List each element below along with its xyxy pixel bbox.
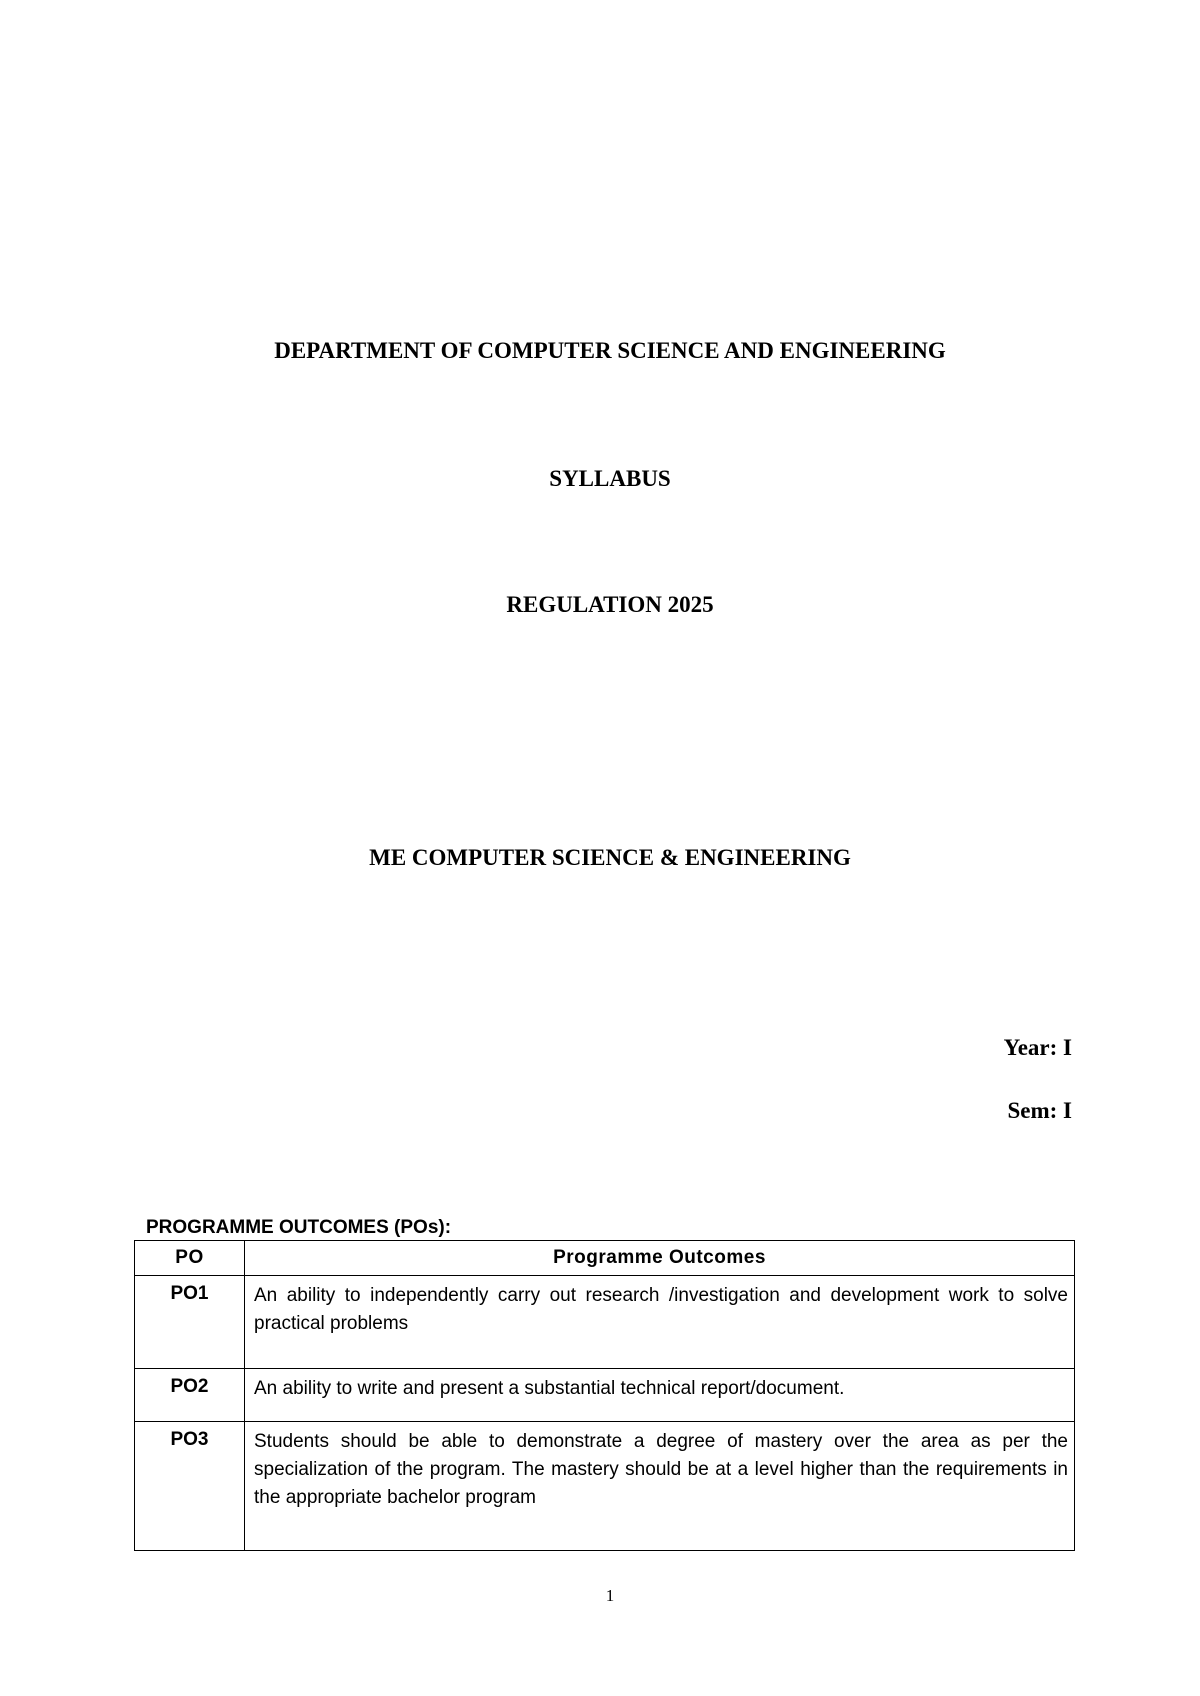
- po-description-cell: Students should be able to demonstrate a degree of mastery over the area as per the specialization of the program. The mastery should be at a level higher than the requirements in the appropriate bachelor program: [245, 1422, 1075, 1551]
- semester-label: Sem: I: [1007, 1098, 1072, 1123]
- column-header-outcomes: Programme Outcomes: [245, 1241, 1075, 1276]
- table-header-row: [135, 1241, 1075, 1276]
- syllabus-title: SYLLABUS: [549, 466, 671, 491]
- year-label: Year: I: [1003, 1035, 1072, 1060]
- column-header-po: PO: [135, 1241, 245, 1276]
- page-number: 1: [605, 1586, 615, 1605]
- programme-outcomes-heading: PROGRAMME OUTCOMES (POs):: [146, 1217, 452, 1238]
- table-row: [135, 1369, 1075, 1422]
- po-description-cell: An ability to independently carry out research /investigation and development work to solve practical problems: [245, 1276, 1075, 1369]
- po-code-cell: PO1: [135, 1276, 245, 1369]
- po-code-cell: PO3: [135, 1422, 245, 1551]
- po-code-cell: PO2: [135, 1369, 245, 1422]
- table-row: [135, 1276, 1075, 1369]
- programme-outcomes-table: [134, 1240, 1075, 1551]
- department-title: DEPARTMENT OF COMPUTER SCIENCE AND ENGINEERING: [274, 338, 946, 363]
- regulation-title: REGULATION 2025: [506, 592, 714, 617]
- program-title: ME COMPUTER SCIENCE & ENGINEERING: [369, 845, 851, 870]
- table-row: [135, 1422, 1075, 1551]
- po-description-cell: An ability to write and present a substantial technical report/document.: [245, 1369, 1075, 1422]
